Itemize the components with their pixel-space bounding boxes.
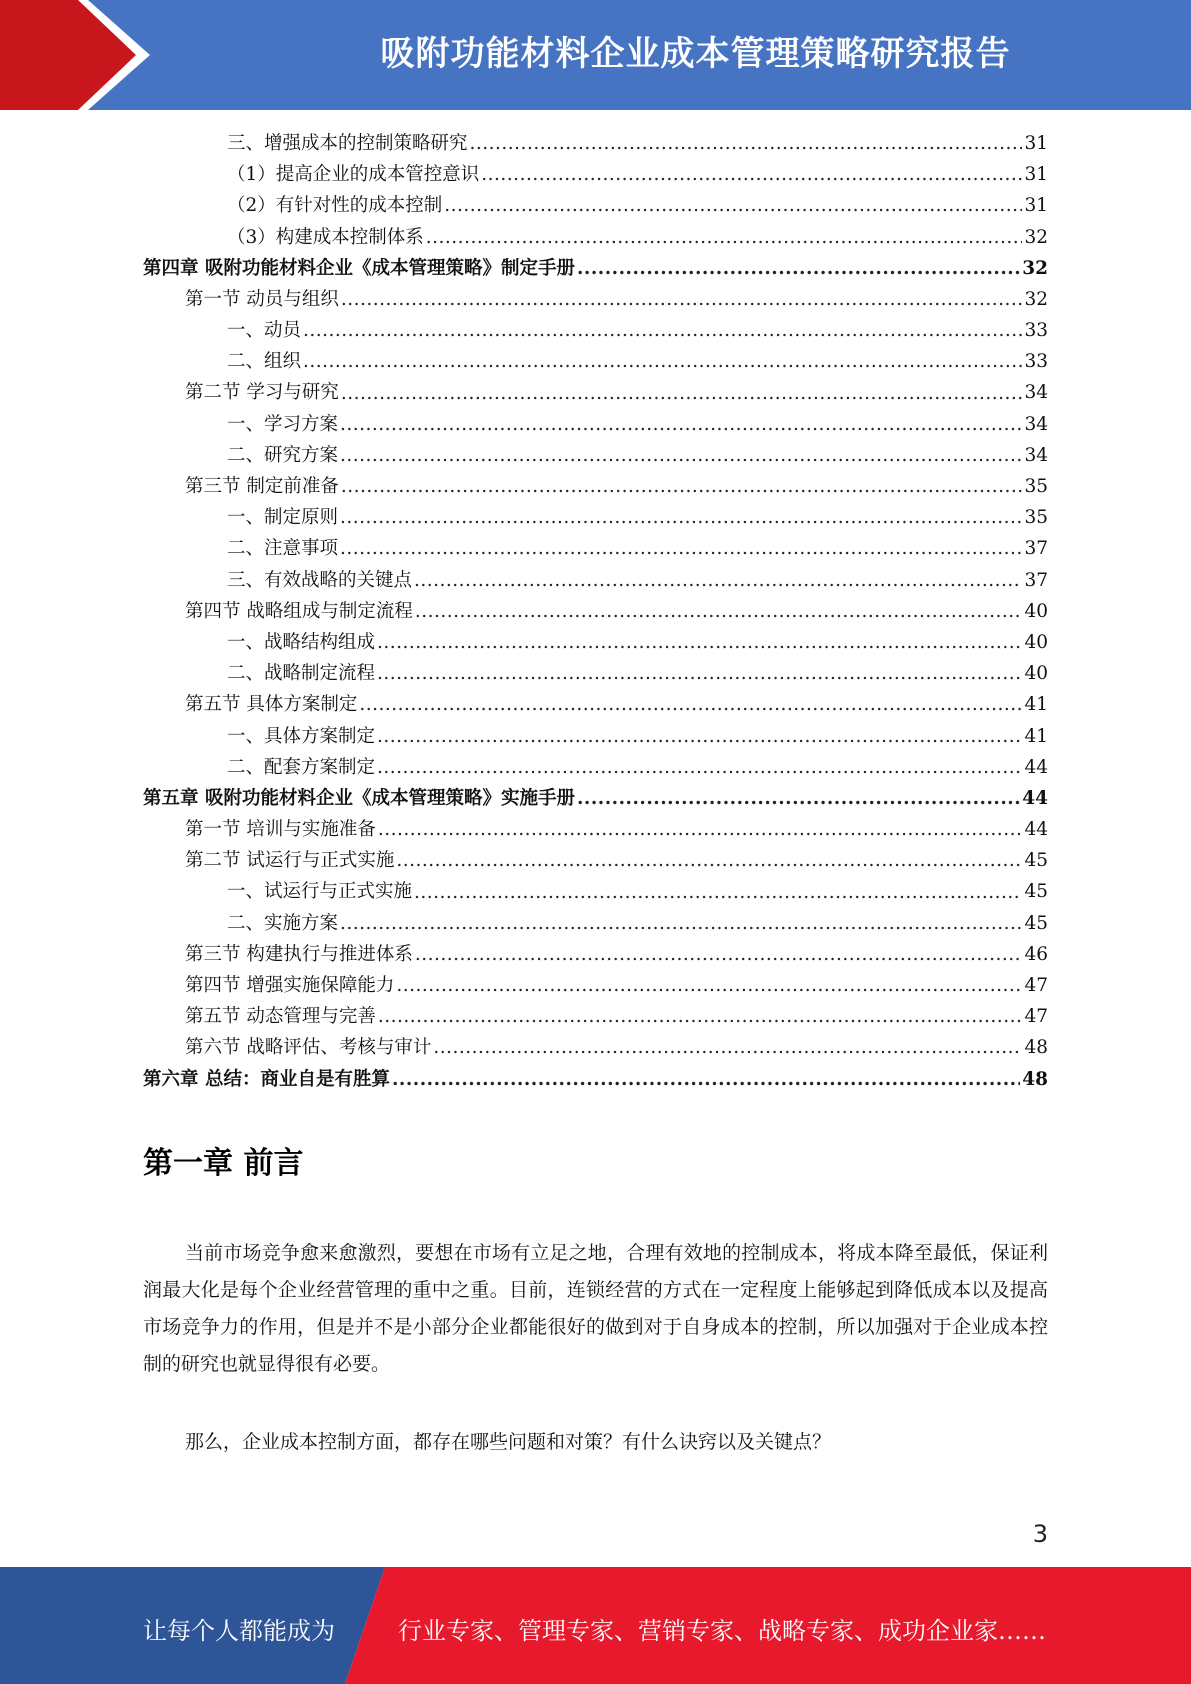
toc-page-number: 34 [1024, 413, 1048, 435]
toc-dot-leader [415, 596, 1023, 627]
toc-entry-title: 一、具体方案制定 [227, 725, 376, 747]
toc-page-number: 40 [1024, 631, 1048, 653]
toc-dot-leader [303, 346, 1022, 377]
toc-dot-leader [378, 814, 1023, 845]
toc-entry[interactable] [143, 222, 1048, 253]
toc-dot-leader [577, 783, 1020, 814]
toc-dot-leader [359, 689, 1022, 720]
toc-entry[interactable] [143, 752, 1048, 783]
toc-page-number: 44 [1022, 787, 1048, 809]
toc-page-number: 41 [1024, 694, 1048, 716]
toc-dot-leader [340, 908, 1022, 939]
toc-entry[interactable] [143, 190, 1048, 221]
footer-slogan-right: 行业专家、管理专家、营销专家、战略专家、成功企业家…… [398, 1617, 1046, 1645]
toc-dot-leader [470, 128, 1023, 159]
toc-dot-leader [377, 627, 1022, 658]
toc-entry-title: 二、战略制定流程 [227, 663, 376, 685]
toc-entry-title: 第五节 动态管理与完善 [185, 1006, 376, 1028]
page-footer [0, 1567, 1191, 1684]
toc-entry-title: 第一节 动员与组织 [185, 288, 339, 310]
toc-dot-leader [396, 970, 1022, 1001]
toc-dot-leader [426, 222, 1023, 253]
toc-entry[interactable] [143, 689, 1048, 720]
toc-entry[interactable] [143, 565, 1048, 596]
toc-entry-title: 第四章 吸附功能材料企业《成本管理策略》制定手册 [143, 257, 575, 279]
toc-page-number: 31 [1024, 195, 1048, 217]
toc-entry-title: 第三节 构建执行与推进体系 [185, 943, 413, 965]
toc-entry-title: 一、制定原则 [227, 507, 339, 529]
toc-entry[interactable] [143, 409, 1048, 440]
toc-entry[interactable] [143, 877, 1048, 908]
toc-entry[interactable] [143, 533, 1048, 564]
toc-entry[interactable] [143, 378, 1048, 409]
toc-page-number: 33 [1024, 351, 1048, 373]
toc-entry-title: 第二节 试运行与正式实施 [185, 850, 395, 872]
table-of-contents [143, 128, 1048, 1095]
toc-dot-leader [377, 658, 1022, 689]
toc-entry-title: 第五节 具体方案制定 [185, 694, 358, 716]
toc-entry-title: 二、实施方案 [227, 912, 339, 934]
toc-chapter-entry[interactable] [143, 1064, 1048, 1095]
page-header [0, 0, 1191, 110]
toc-page-number: 47 [1024, 1006, 1048, 1028]
toc-entry[interactable] [143, 721, 1048, 752]
toc-entry[interactable] [143, 1032, 1048, 1063]
toc-page-number: 31 [1024, 132, 1048, 154]
toc-page-number: 34 [1024, 444, 1048, 466]
toc-page-number: 32 [1024, 226, 1048, 248]
toc-entry-title: 一、动员 [227, 320, 302, 342]
toc-entry[interactable] [143, 284, 1048, 315]
toc-entry-title: 二、组织 [227, 351, 302, 373]
toc-dot-leader [577, 253, 1020, 284]
toc-dot-leader [396, 845, 1022, 876]
toc-page-number: 48 [1024, 1037, 1048, 1059]
toc-dot-leader [415, 939, 1023, 970]
toc-page-number: 37 [1024, 538, 1048, 560]
body-paragraph: 当前市场竞争愈来愈激烈，要想在市场有立足之地，合理有效地的控制成本，将成本降至最低，保证利润最大化是每个企业经营管理的重中之重。目前，连锁经营的方式在一定程度上能够起到降低成本以及提高市场竞争力的作用，但是并不是小部分企业都能很好的做到对于自身成本的控制，所以加强对于企业成本控制的研究也就显得很有必要。 [143, 1242, 1048, 1375]
toc-entry-title: 一、试运行与正式实施 [227, 881, 413, 903]
toc-page-number: 31 [1024, 164, 1048, 186]
toc-dot-leader [340, 502, 1022, 533]
body-paragraph: 那么，企业成本控制方面，都存在哪些问题和对策？有什么诀窍以及关键点？ [185, 1431, 832, 1453]
toc-dot-leader [444, 190, 1022, 221]
toc-entry-title: 三、有效战略的关键点 [227, 569, 413, 591]
toc-page-number: 45 [1024, 850, 1048, 872]
toc-page-number: 32 [1024, 288, 1048, 310]
toc-entry[interactable] [143, 627, 1048, 658]
toc-entry-title: 第四节 战略组成与制定流程 [185, 600, 413, 622]
toc-page-number: 37 [1024, 569, 1048, 591]
toc-entry-title: （1）提高企业的成本管控意识 [227, 164, 480, 186]
toc-page-number: 40 [1024, 663, 1048, 685]
toc-page-number: 48 [1022, 1068, 1048, 1090]
toc-dot-leader [340, 533, 1022, 564]
toc-dot-leader [340, 409, 1022, 440]
chapter-title: 第一章 前言 [143, 1146, 304, 1181]
toc-entry-title: 第六章 总结：商业自是有胜算 [143, 1068, 390, 1090]
toc-entry-title: 第一节 培训与实施准备 [185, 819, 376, 841]
toc-page-number: 45 [1024, 881, 1048, 903]
toc-dot-leader [341, 471, 1023, 502]
toc-page-number: 34 [1024, 382, 1048, 404]
toc-dot-leader [481, 159, 1022, 190]
toc-dot-leader [377, 721, 1022, 752]
toc-entry-title: 第三节 制定前准备 [185, 476, 339, 498]
toc-entry-title: 二、注意事项 [227, 538, 339, 560]
toc-entry-title: 第六节 战略评估、考核与审计 [185, 1037, 432, 1059]
toc-page-number: 45 [1024, 912, 1048, 934]
page-number: 3 [1032, 1520, 1048, 1548]
toc-dot-leader [341, 284, 1023, 315]
toc-entry[interactable] [143, 658, 1048, 689]
toc-dot-leader [433, 1032, 1022, 1063]
header-title: 吸附功能材料企业成本管理策略研究报告 [380, 34, 1011, 74]
toc-dot-leader [392, 1064, 1020, 1095]
toc-entry[interactable] [143, 159, 1048, 190]
toc-chapter-entry[interactable] [143, 783, 1048, 814]
toc-page-number: 32 [1022, 257, 1048, 279]
toc-entry[interactable] [143, 471, 1048, 502]
toc-page-number: 44 [1024, 756, 1048, 778]
toc-page-number: 44 [1024, 819, 1048, 841]
toc-entry[interactable] [143, 814, 1048, 845]
toc-dot-leader [414, 565, 1022, 596]
toc-entry-title: 一、战略结构组成 [227, 631, 376, 653]
toc-page-number: 35 [1024, 507, 1048, 529]
toc-entry[interactable] [143, 1001, 1048, 1032]
toc-entry[interactable] [143, 315, 1048, 346]
toc-entry[interactable] [143, 908, 1048, 939]
toc-entry[interactable] [143, 845, 1048, 876]
toc-dot-leader [303, 315, 1022, 346]
toc-entry-title: 第二节 学习与研究 [185, 382, 339, 404]
toc-dot-leader [340, 440, 1022, 471]
toc-entry-title: 第五章 吸附功能材料企业《成本管理策略》实施手册 [143, 787, 575, 809]
toc-chapter-entry[interactable] [143, 253, 1048, 284]
toc-entry-title: 二、研究方案 [227, 444, 339, 466]
toc-dot-leader [341, 378, 1023, 409]
toc-page-number: 41 [1024, 725, 1048, 747]
toc-entry-title: （2）有针对性的成本控制 [227, 195, 443, 217]
toc-page-number: 47 [1024, 975, 1048, 997]
toc-entry[interactable] [143, 939, 1048, 970]
toc-dot-leader [414, 877, 1022, 908]
toc-entry-title: （3）构建成本控制体系 [227, 226, 424, 248]
toc-entry-title: 三、增强成本的控制策略研究 [227, 132, 468, 154]
toc-entry-title: 一、学习方案 [227, 413, 339, 435]
toc-dot-leader [378, 1001, 1023, 1032]
toc-entry[interactable] [143, 440, 1048, 471]
toc-entry-title: 二、配套方案制定 [227, 756, 376, 778]
toc-page-number: 35 [1024, 476, 1048, 498]
toc-page-number: 46 [1024, 943, 1048, 965]
toc-entry[interactable] [143, 128, 1048, 159]
toc-page-number: 40 [1024, 600, 1048, 622]
footer-slogan-left: 让每个人都能成为 [143, 1617, 335, 1645]
toc-entry[interactable] [143, 502, 1048, 533]
toc-entry[interactable] [143, 970, 1048, 1001]
toc-entry[interactable] [143, 346, 1048, 377]
toc-entry-title: 第四节 增强实施保障能力 [185, 975, 395, 997]
toc-dot-leader [377, 752, 1022, 783]
toc-page-number: 33 [1024, 320, 1048, 342]
toc-entry[interactable] [143, 596, 1048, 627]
